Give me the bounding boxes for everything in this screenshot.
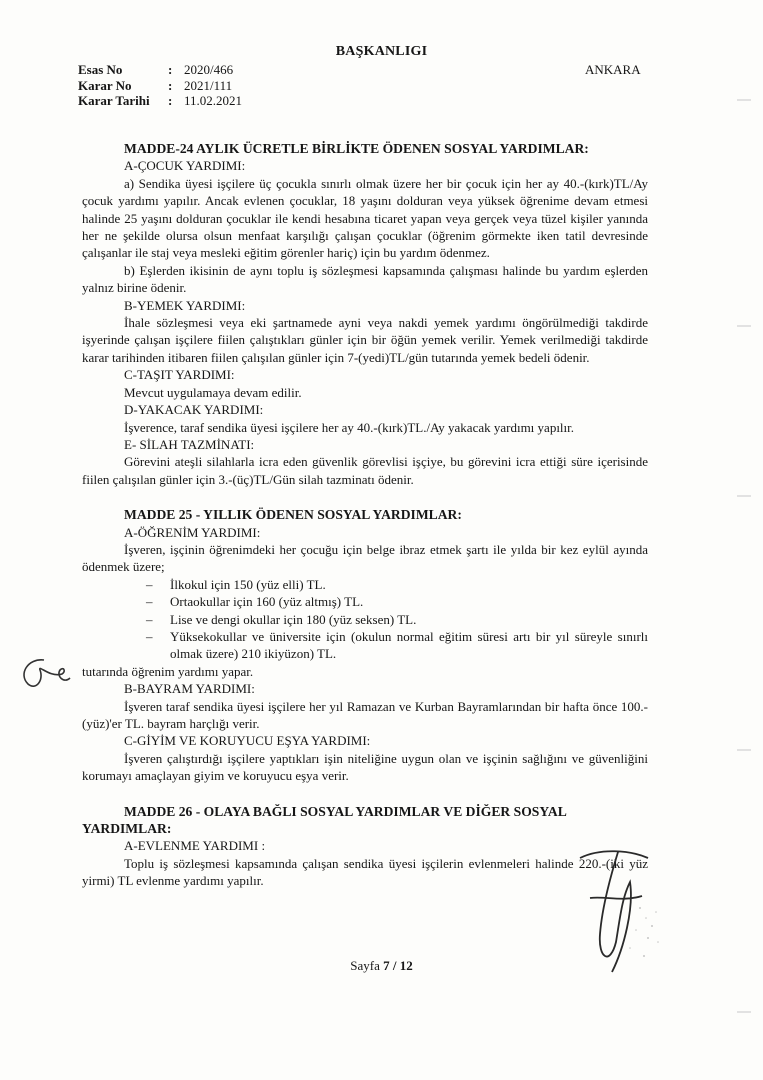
article-24-d-paragraph: İşverence, taraf sendika üyesi işçilere her ay 40.-(kırk)TL./Ay yakacak yardımı yapılır. <box>124 419 575 435</box>
document-body <box>82 140 648 890</box>
article-25-c-paragraph: İşveren çalıştırdığı işçilere yaptıkları işin niteliğine uygun olan ve işçinin sağlığını ve güvenliğini korumayı amaçlayan giyim ve koruyucu eşya verir. <box>82 750 648 784</box>
page-label: Sayfa <box>350 958 380 973</box>
meta-row-karar <box>78 78 242 94</box>
education-aid-list <box>82 576 648 663</box>
article-24-d-title: D-YAKACAK YARDIMI: <box>124 402 264 418</box>
page-number: 7 / 12 <box>383 958 413 973</box>
article-26-heading: MADDE 26 - OLAYA BAĞLI SOSYAL YARDIMLAR VE DİĞER SOSYAL YARDIMLAR: <box>82 803 567 837</box>
meta-value: 2021/111 <box>184 77 233 93</box>
meta-label: Esas No <box>78 62 123 77</box>
article-24-e-title: E- SİLAH TAZMİNATI: <box>124 436 255 452</box>
article-24-a-paragraph-1: a) Sendika üyesi işçilere üç çocukla sınırlı olmak üzere her bir çocuk için her ay 40.-(kırk)TL/Ay çocuk yardımı yapılır. Ancak evlenen çocuklar, 18 yaşını dolduran veya yüksek öğrenime devam etmesi halinde 25 yaşını dolduran çocuklar ile kendi hesabına ticaret yapan veya gerçek veya tüzel kişiler yanında her ne şekilde olursa olsun menfaat karşılığı çalışan çocuklar (öğrenim görmekte iken tatil devresinde çalışanlar ile staj veya mesleki eğitim görenler hariç) için bu yardım ödenmez. <box>82 175 648 261</box>
list-item: – İlkokul için 150 (yüz elli) TL. <box>146 576 648 593</box>
article-25-a-paragraph-1: İşveren, işçinin öğrenimdeki her çocuğu için belge ibraz etmek şartı ile yılda bir kez eylül ayında ödenmek üzere; <box>82 541 648 575</box>
list-item: – Yüksekokullar ve üniversite için (okulun normal eğitim süresi artı bir yıl süreyle sınırlı olmak üzere) 210 ikiyüzon) TL. <box>146 628 648 663</box>
article-24-c-title: C-TAŞIT YARDIMI: <box>124 367 235 383</box>
city-label: ANKARA <box>585 62 641 77</box>
institution-title: BAŞKANLIGI <box>335 44 428 59</box>
handwritten-initial-mark <box>14 648 74 696</box>
case-meta <box>78 62 242 109</box>
meta-separator: : <box>168 62 173 77</box>
article-24-a-title: A-ÇOCUK YARDIMI: <box>124 158 246 174</box>
meta-value: 11.02.2021 <box>184 93 243 108</box>
meta-row-karar-tarihi <box>78 93 242 109</box>
article-24-e-paragraph: Görevini ateşli silahlarla icra eden güvenlik görevlisi işçiye, bu görevini icra ettiği süre içerisinde fiilen çalışılan günler için 3.-(üç)TL/Gün silah tazminatı ödenir. <box>82 454 648 487</box>
meta-separator: : <box>168 77 173 93</box>
meta-label: Karar No <box>78 77 132 93</box>
article-24-b-paragraph: İhale sözleşmesi veya eki şartnamede ayni veya nakdi yemek yardımı öngörülmediği takdirde işyerinde çalışan işçilere fiilen çalıştıkları günler için bir öğün yemek verilir. Yemek verilmediği takdirde karar tarihinden itibaren fiilen çalışılan günler için 7-(yedi)TL/gün tutarında yemek bedeli ödenir. <box>82 315 648 365</box>
article-26-a-title: A-EVLENME YARDIMI : <box>124 838 266 854</box>
section-gap <box>82 785 648 803</box>
article-25-a-paragraph-2: tutarında öğrenim yardımı yapar. <box>82 663 254 679</box>
list-item: – Lise ve dengi okullar için 180 (yüz seksen) TL. <box>146 611 648 628</box>
meta-separator: : <box>168 93 173 108</box>
article-25-a-title: A-ÖĞRENİM YARDIMI: <box>124 524 261 540</box>
article-25-b-title: B-BAYRAM YARDIMI: <box>124 681 255 697</box>
article-24-heading: MADDE-24 AYLIK ÜCRETLE BİRLİKTE ÖDENEN SOSYAL YARDIMLAR: <box>124 141 589 156</box>
article-25-c-title: C-GİYİM VE KORUYUCU EŞYA YARDIMI: <box>124 733 371 749</box>
article-25-heading: MADDE 25 - YILLIK ÖDENEN SOSYAL YARDIMLAR: <box>124 507 462 523</box>
scan-margin-marks <box>735 0 755 1080</box>
meta-row-esas <box>78 62 242 78</box>
signature-image <box>560 838 670 988</box>
article-24-a-paragraph-2: b) Eşlerden ikisinin de aynı toplu iş sözleşmesi kapsamında çalışması halinde bu yardım eşlerden yalnız birine ödenir. <box>82 262 648 296</box>
article-26-a-paragraph: Toplu iş sözleşmesi kapsamında çalışan sendika üyesi işçilerin evlenmeleri halinde 220.-(iki yüz yirmi) TL evlenme yardımı yapılır. <box>82 855 648 889</box>
article-24-c-paragraph: Mevcut uygulamaya devam edilir. <box>124 384 302 400</box>
meta-label: Karar Tarihi <box>78 93 150 108</box>
meta-value: 2020/466 <box>184 62 234 77</box>
article-25-b-paragraph: İşveren taraf sendika üyesi işçilere her yıl Ramazan ve Kurban Bayramlarından bir hafta önce 100.-(yüz)'er TL. bayram harçlığı verir. <box>82 698 648 731</box>
section-gap <box>82 488 648 506</box>
article-24-b-title: B-YEMEK YARDIMI: <box>124 297 246 313</box>
list-item: – Ortaokullar için 160 (yüz altmış) TL. <box>146 593 648 610</box>
